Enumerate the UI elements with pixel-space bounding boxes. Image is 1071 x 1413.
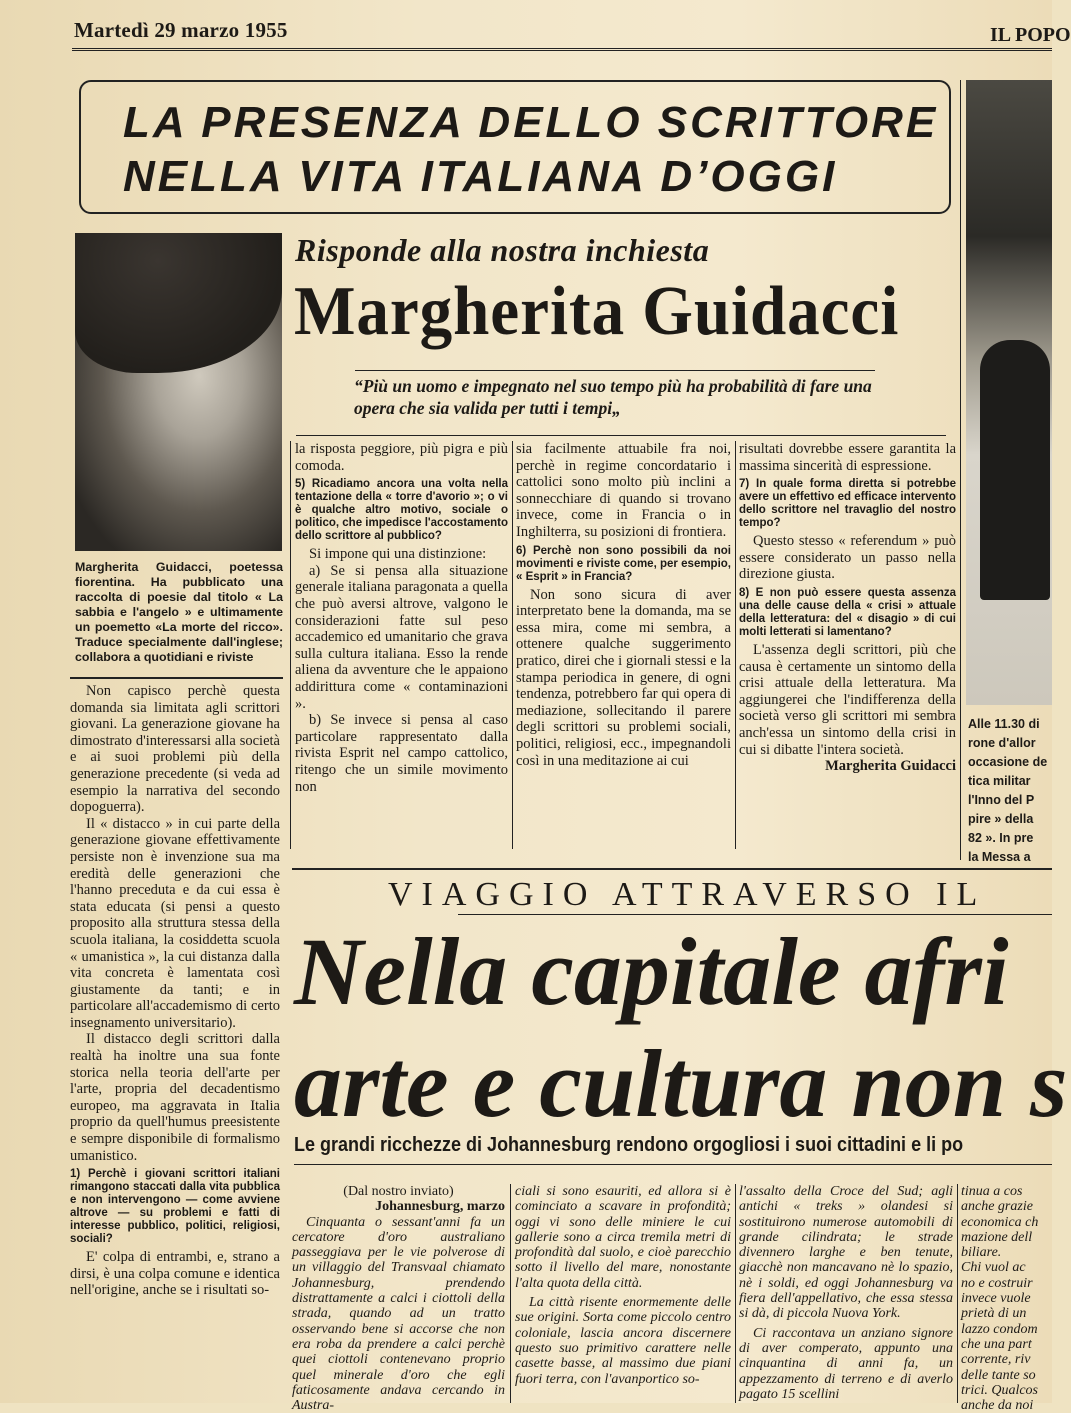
- text-line: mazione dell: [961, 1229, 1033, 1245]
- source-line: (Dal nostro inviato): [343, 1184, 454, 1199]
- text-line: anche da noi: [961, 1398, 1034, 1413]
- interview-question: 6) Perchè non sono possibili da noi movimenti e riviste come, per esempio, « Esprit » in Francia?: [516, 544, 731, 583]
- text-line: tinua a cos: [961, 1184, 1023, 1199]
- column-divider: [510, 1184, 511, 1403]
- text-line: biliare.: [961, 1245, 1002, 1261]
- portrait-hair: [75, 233, 282, 373]
- paragraph: b) Se invece si pensa al caso particolare rappresentato dalla rivista Esprit nel campo cattolico, ritengo che un simile movimento non: [295, 712, 508, 795]
- text-line: no e costruir: [961, 1275, 1033, 1291]
- soldier-figure: [980, 340, 1050, 600]
- text-line: Chi vuol ac: [961, 1260, 1026, 1276]
- paragraph: Ci raccontava un anziano signore di aver comperato, appunto una cinquantina di anni fa, un appezzamento di terreno e di averlo pagato 15 scellini: [739, 1325, 953, 1402]
- paragraph: risultati dovrebbe essere garantita la massima sincerità di espressione.: [739, 441, 956, 474]
- military-photo: [966, 80, 1052, 705]
- paragraph: Non capisco perchè questa domanda sia limitata agli scrittori giovani. La generazione giovane ha dimostrato d'interessarsi alla società e ai suoi problemi più della generazione precedente (si veda ad esempio la narrativa del secondo dopoguerra).: [70, 683, 280, 816]
- interview-question: 1) Perchè i giovani scrittori italiani rimangono staccati dalla vita pubblica e non intervengono — come avviene altrove — su problemi e fatti di interesse pubblico, politici, religiosi, sociali?: [70, 1168, 280, 1246]
- article-pull-quote: “Più un uomo e impegnato nel suo tempo più ha probabilità di fare una opera che sia valida per tutti i tempi„: [354, 376, 872, 418]
- interview-question: 7) In quale forma diretta si potrebbe avere un effettivo ed efficace intervento dello scrittore nel travaglio del nostro tempo?: [739, 478, 956, 530]
- article-column-2: [295, 441, 508, 795]
- section-rule: [292, 868, 1052, 870]
- paragraph: E' colpa di entrambi, e, strano a dirsi, è una colpa comune e identica nell'origine, anche se i risultati so-: [70, 1249, 280, 1299]
- article2-column-4: [961, 1184, 1056, 1413]
- text-line: trici. Qualcos: [961, 1382, 1038, 1398]
- dateline: Johannesburg, marzo: [375, 1199, 505, 1215]
- interview-question: 5) Ricadiamo ancora una volta nella tentazione della « torre d'avorio »; o vi è qualche altro motivo, sociale o politico, che impedisce l'accostamento dello scrittore al pubblico?: [295, 478, 508, 543]
- interview-question: 8) E non può essere questa assenza una delle cause della « crisi » attuale della letteratura: del « disagio » di cui molti letterati si lamentano?: [739, 586, 956, 638]
- column-divider: [512, 441, 513, 849]
- article-column-3: [516, 441, 731, 769]
- text-line: che una part: [961, 1336, 1032, 1352]
- article2-kicker: VIAGGIO ATTRAVERSO IL: [388, 876, 987, 913]
- caption-rule: [70, 677, 283, 679]
- deck-rule: [294, 1164, 1052, 1165]
- author-portrait-photo: [75, 233, 282, 551]
- article2-column-1: [292, 1184, 505, 1413]
- column-divider: [957, 1184, 958, 1403]
- paragraph: La città risente enormemente delle sue origini. Sorta come piccolo centro coloniale, lascia ancora discernere questo suo primitivo carattere nelle casette basse, al massimo due piani fuori terra, con l'avanportico so-: [515, 1295, 731, 1387]
- caption-line: pire » della: [968, 812, 1034, 826]
- header-date: Martedì 29 marzo 1955: [74, 18, 288, 42]
- column-divider: [735, 1184, 736, 1403]
- article2-headline-line2: arte e cultura non s: [294, 1030, 1068, 1137]
- paragraph: L'assenza degli scrittori, più che causa è certamente un sintomo della crisi attuale della letteratura. Ma aggiungerei che l'indifferenza della società verso gli scrittori mi sembra anch'essa un sintomo della crisi in cui si dibatte l'intera società.: [739, 641, 956, 758]
- caption-line: la Messa a: [968, 850, 1031, 864]
- paragraph: ciali si sono esauriti, ed allora si è cominciato a scavare in profondità; oggi vi sono delle miniere le cui gallerie sono a circa tremila metri di profondità dal suolo, e cioè parecchio sotto il livello del mare, nonostante l'alta quota della città.: [515, 1184, 731, 1291]
- paragraph: la risposta peggiore, più pigra e più comoda.: [295, 441, 508, 474]
- section-title-line1: LA PRESENZA DELLO SCRITTORE: [123, 98, 939, 147]
- caption-line: 82 ». In pre: [968, 831, 1034, 845]
- caption-line: tica militar: [968, 774, 1031, 788]
- caption-line: Alle 11.30 di: [968, 717, 1040, 731]
- caption-line: rone d'allor: [968, 736, 1036, 750]
- article-column-1: [70, 683, 280, 1299]
- article-signature: Margherita Guidacci: [825, 758, 956, 775]
- article-author-headline: Margherita Guidacci: [294, 273, 900, 350]
- paragraph: Questo stesso « referendum » può essere considerato un passo nella direzione giusta.: [739, 533, 956, 583]
- paragraph: Il « distacco » in cui parte della generazione giovane effettivamente persiste non è invenzione sua ma eredità delle generazioni che l'hanno preceduta e da cui essa è stata educata (si pensi a questo proposito alla struttura stessa della scuola italiana, la cosiddetta scuola « umanistica », la cui distanza dalla vita concreta è lamentata così giustamente da tanti; e in particolare all'accademismo di certo insegnamento universitario).: [70, 815, 280, 1031]
- quote-rule: [296, 435, 946, 436]
- article2-column-2: [515, 1184, 731, 1387]
- article2-headline-line1: Nella capitale afri: [294, 918, 1009, 1025]
- headline-rule: [355, 370, 875, 371]
- paragraph: sia facilmente attuabile fra noi, perchè in regime concordatario i cattolici sono molto più inclini a sonnecchiare di quando si trovano invece, come in Francia o in Inghilterra, su posizioni di frontiera.: [516, 441, 731, 540]
- article-column-4: [739, 441, 956, 775]
- column-divider: [735, 441, 736, 849]
- text-line: corrente, riv: [961, 1352, 1031, 1368]
- paragraph: Il distacco degli scrittori dalla realtà ha inoltre una sua fonte storica nella teoria dell'arte per l'arte, propria del decadentismo europeo, ma aggravata in Italia proprio da quell'humus preesistente e sempre disponibile di formalismo umanistico.: [70, 1031, 280, 1164]
- caption-line: occasione de: [968, 755, 1048, 769]
- text-line: prietà di un: [961, 1306, 1027, 1322]
- text-line: economica ch: [961, 1214, 1039, 1230]
- paragraph: a) Se si pensa alla situazione generale italiana paragonata a quella che può aversi altrove, valgono le considerazioni fatte sul peso accademico ed umanitario che grava sulla cultura italiana. Esso la rende aliena da avventure che le appaiono addirittura come « contaminazioni ».: [295, 562, 508, 712]
- section-title-box: [79, 80, 951, 214]
- article-kicker: Risponde alla nostra inchiesta: [295, 232, 710, 268]
- text-line: lazzo condom: [961, 1321, 1038, 1337]
- section-title-line2: NELLA VITA ITALIANA D’OGGI: [123, 152, 838, 201]
- header-paper-name: IL POPO: [990, 24, 1071, 46]
- text-line: anche grazie: [961, 1199, 1033, 1215]
- text-line: invece vuole: [961, 1291, 1031, 1307]
- right-photo-caption: [968, 715, 1058, 867]
- caption-line: l'Inno del P: [968, 793, 1035, 807]
- header-rule: [72, 48, 1052, 51]
- kicker-rule: [458, 914, 1052, 915]
- article2-deck: Le grandi ricchezze di Johannesburg rendono orgogliosi i suoi cittadini e li po: [294, 1134, 964, 1156]
- paragraph: l'assalto della Croce del Sud; agli antichi « treks » olandesi si sostituirono numerose automobili di grande cilindrata; le strade divennero larghe e ben tenute, giacchè non mancavano nè lo spazio, nè i soldi, ed oggi Johannesburg va fiera dell'appellativo, che essa stessa si dà, di piccola Nuova York.: [739, 1184, 953, 1322]
- column-divider: [290, 441, 291, 849]
- photo-caption: Margherita Guidacci, poetessa fiorentina. Ha pubblicato una raccolta di poesie dal titolo « La sabbia e l'angelo » e ultimamente un poemetto «La morte del ricco». Traduce specialmente dall'inglese; collabora a quotidiani e riviste: [75, 560, 283, 664]
- text-line: delle tante so: [961, 1367, 1036, 1383]
- paragraph: Si impone qui una distinzione:: [309, 546, 487, 563]
- page-divider: [960, 80, 961, 860]
- article2-column-3: [739, 1184, 953, 1402]
- paragraph: Non sono sicura di aver interpretato bene la domanda, ma se essa mira, come mi sembra, a ottenere qualche suggerimento pratico, direi che i giornali stessi e la stampa periodica in genere, di ogni tendenza, potrebbero far qui opera di mediazione, sollecitando il parere degli scrittori su problemi sociali, politici, religiosi, ecc., impegnandoli così in una meditazione ai cui: [516, 586, 731, 769]
- paragraph: Cinquanta o sessant'anni fa un cercatore d'oro australiano passeggiava per le vie polverose di un villaggio del Transvaal chiamato Johannesburg, prendendo distrattamente a calci i ciottoli della strada, quando ad un tratto osservando bene si accorse che non era roba da prendere a calci perchè quei ciottoli contenevano proprio quel minerale d'oro che egli faticosamente andava cercando in Austra-: [292, 1214, 505, 1413]
